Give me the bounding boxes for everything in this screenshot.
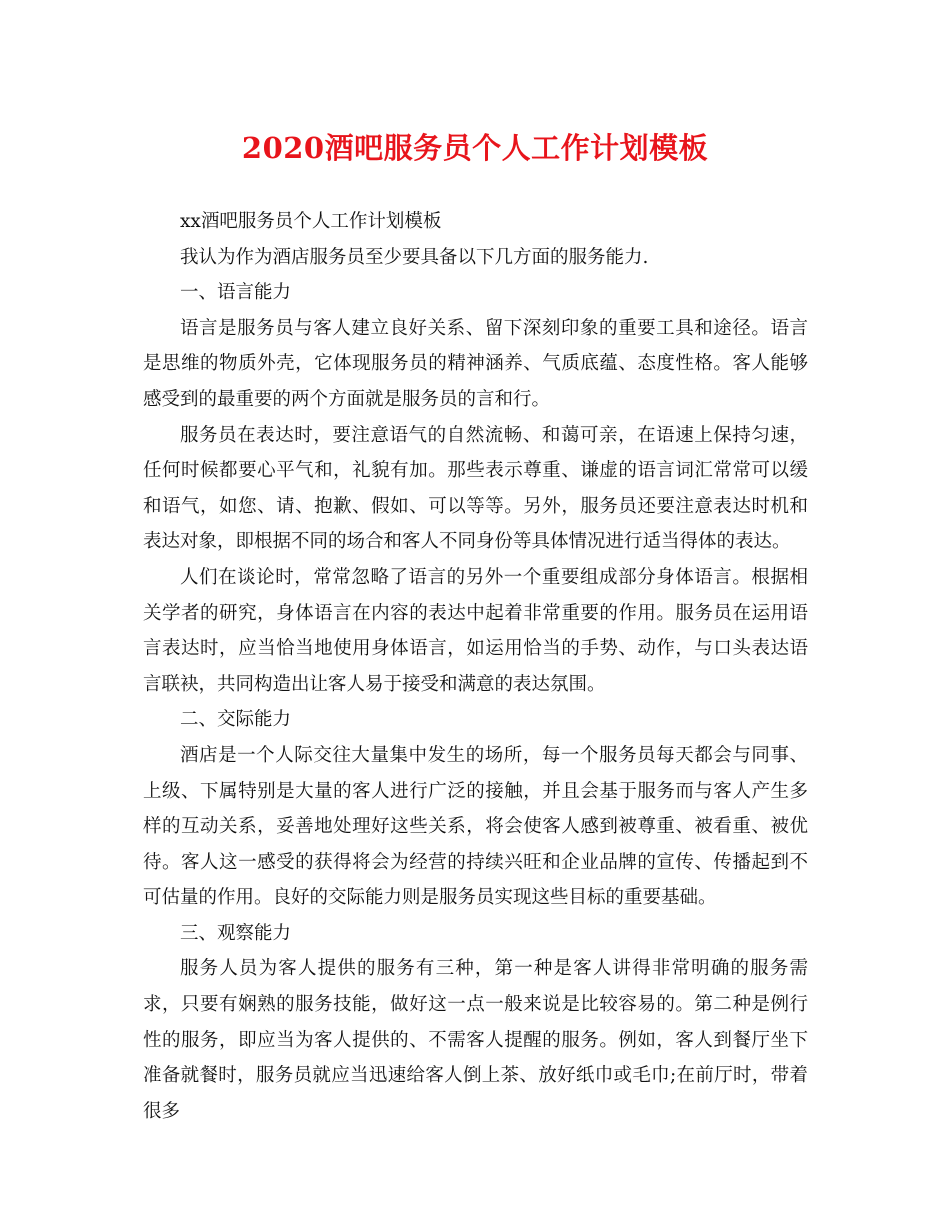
paragraph-intro: 我认为作为酒店服务员至少要具备以下几方面的服务能力.: [180, 246, 649, 268]
document-body: [143, 204, 808, 1129]
paragraph-language-1: 语言是服务员与客人建立良好关系、留下深刻印象的重要工具和途径。语言是思维的物质外壳，它体现服务员的精神涵养、气质底蕴、态度性格。客人能够感受到的最重要的两个方面就是服务员的言和行。: [143, 317, 808, 410]
section-heading-communication: 二、交际能力: [180, 709, 292, 731]
document-title: 2020酒吧服务员个人工作计划模板: [241, 131, 709, 165]
section-heading-observation: 三、观察能力: [180, 922, 292, 944]
paragraph-observation: 服务人员为客人提供的服务有三种，第一种是客人讲得非常明确的服务需求，只要有娴熟的服务技能，做好这一点一般来说是比较容易的。第二种是例行性的服务，即应当为客人提供的、不需客人提醒的服务。例如，客人到餐厅坐下准备就餐时，服务员就应当迅速给客人倒上茶、放好纸巾或毛巾;在前厅时，带着很多: [143, 958, 808, 1122]
section-heading-language: 一、语言能力: [180, 282, 292, 304]
paragraph-language-3: 人们在谈论时，常常忽略了语言的另外一个重要组成部分身体语言。根据相关学者的研究，身体语言在内容的表达中起着非常重要的作用。服务员在运用语言表达时，应当恰当地使用身体语言，如运用恰当的手势、动作，与口头表达语言联袂，共同构造出让客人易于接受和满意的表达氛围。: [143, 566, 808, 695]
paragraph-subtitle: xx酒吧服务员个人工作计划模板: [180, 211, 442, 232]
paragraph-communication: 酒店是一个人际交往大量集中发生的场所，每一个服务员每天都会与同事、上级、下属特别是大量的客人进行广泛的接触，并且会基于服务而与客人产生多样的互动关系，妥善地处理好这些关系，将会使客人感到被尊重、被看重、被优待。客人这一感受的获得将会为经营的持续兴旺和企业品牌的宣传、传播起到不可估量的作用。良好的交际能力则是服务员实现这些目标的重要基础。: [143, 744, 808, 909]
paragraph-language-2: 服务员在表达时，要注意语气的自然流畅、和蔼可亲，在语速上保持匀速，任何时候都要心平气和，礼貌有加。那些表示尊重、谦虚的语言词汇常常可以缓和语气，如您、请、抱歉、假如、可以等等。另外，服务员还要注意表达时机和表达对象，即根据不同的场合和客人不同身份等具体情况进行适当得体的表达。: [143, 424, 808, 553]
